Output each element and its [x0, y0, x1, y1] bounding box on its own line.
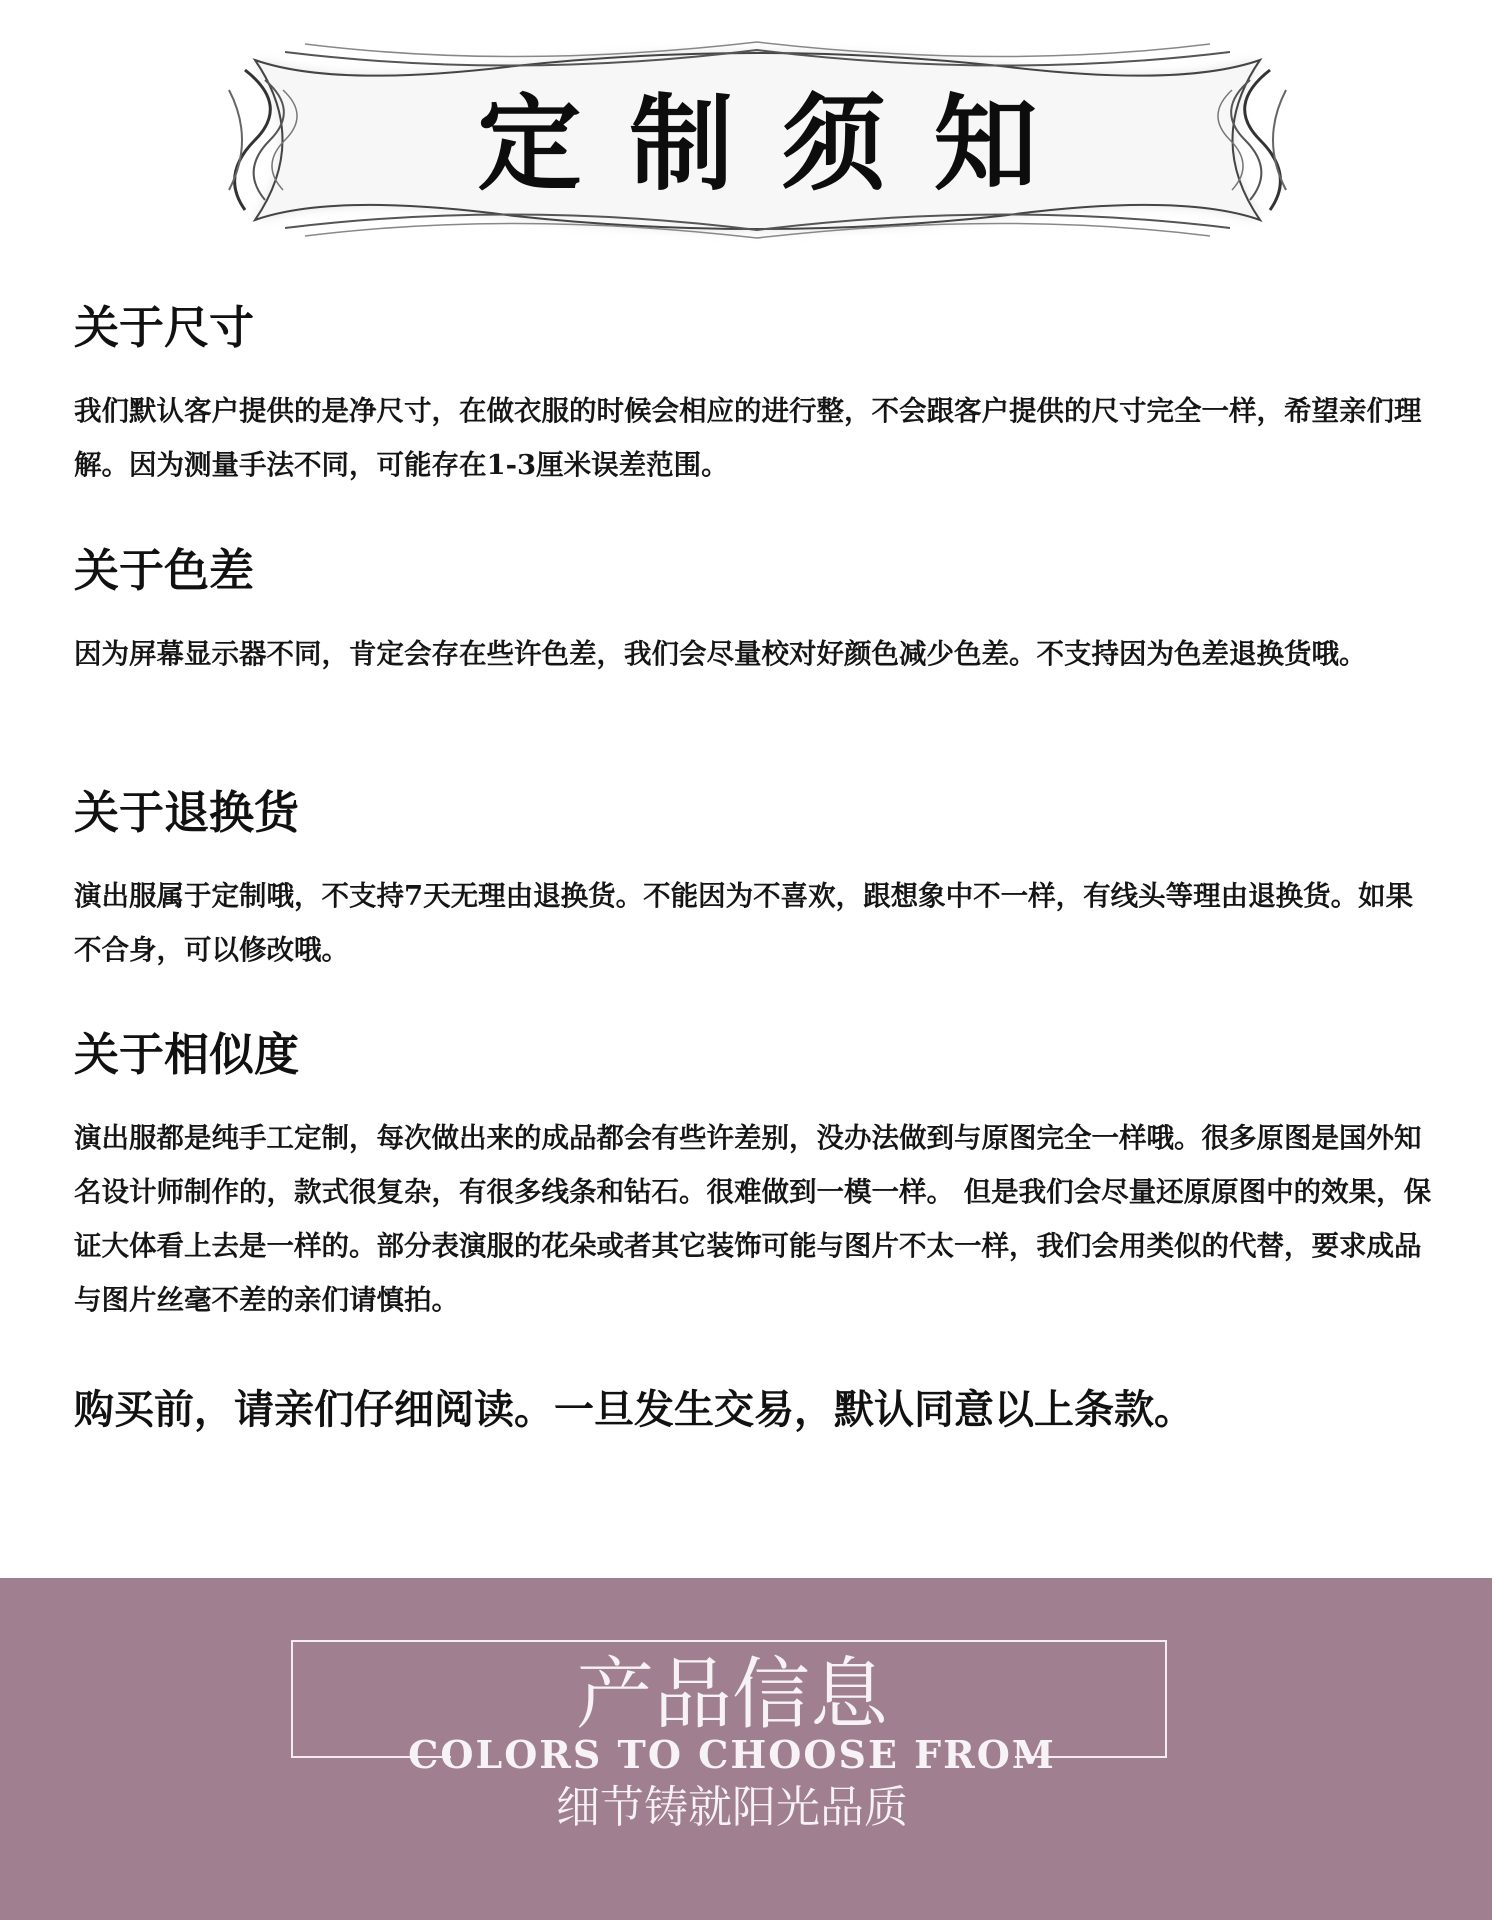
section-body: 因为屏幕显示器不同，肯定会存在些许色差，我们会尽量校对好颜色减少色差。不支持因为色差退换货哦。	[74, 638, 1367, 670]
product-info-band	[0, 1578, 1492, 1920]
product-info-tagline: 细节铸就阳光品质	[556, 1782, 908, 1833]
product-info-subtitle: COLORS TO CHOOSE FROM	[408, 1732, 1056, 1777]
section-size	[74, 301, 1434, 492]
section-color-difference	[74, 544, 1434, 681]
section-similarity	[74, 1028, 1434, 1327]
section-heading: 关于尺寸	[74, 301, 255, 354]
product-info-title: 产品信息	[575, 1650, 888, 1740]
section-body: 演出服都是纯手工定制，每次做出来的成品都会有些许差别，没办法做到与原图完全一样哦。很多原图是国外知名设计师制作的，款式很复杂，有很多线条和钻石。很难做到一模一样。 但是我们会尽量还原原图中的效果，保证大体看上去是一样的。部分表演服的花朵或者其它装饰可能与图片不太一样，我们会用类似的代替，要求成品与图片丝毫不差的亲们请慎拍。	[74, 1122, 1432, 1316]
section-heading: 关于相似度	[74, 1028, 300, 1081]
section-body: 演出服属于定制哦，不支持7天无理由退换货。不能因为不喜欢，跟想象中不一样，有线头等理由退换货。如果不合身，可以修改哦。	[74, 880, 1414, 966]
section-heading: 关于色差	[74, 544, 255, 597]
section-heading: 关于退换货	[74, 786, 300, 839]
purchase-agreement-notice: 购买前，请亲们仔细阅读。一旦发生交易，默认同意以上条款。	[74, 1387, 1194, 1433]
section-body: 我们默认客户提供的是净尺寸，在做衣服的时候会相应的进行整，不会跟客户提供的尺寸完全一样，希望亲们理解。因为测量手法不同，可能存在1-3厘米误差范围。	[74, 395, 1422, 481]
section-returns	[74, 786, 1434, 977]
header-banner	[215, 30, 1300, 250]
page-title: 定制须知	[477, 83, 1086, 205]
